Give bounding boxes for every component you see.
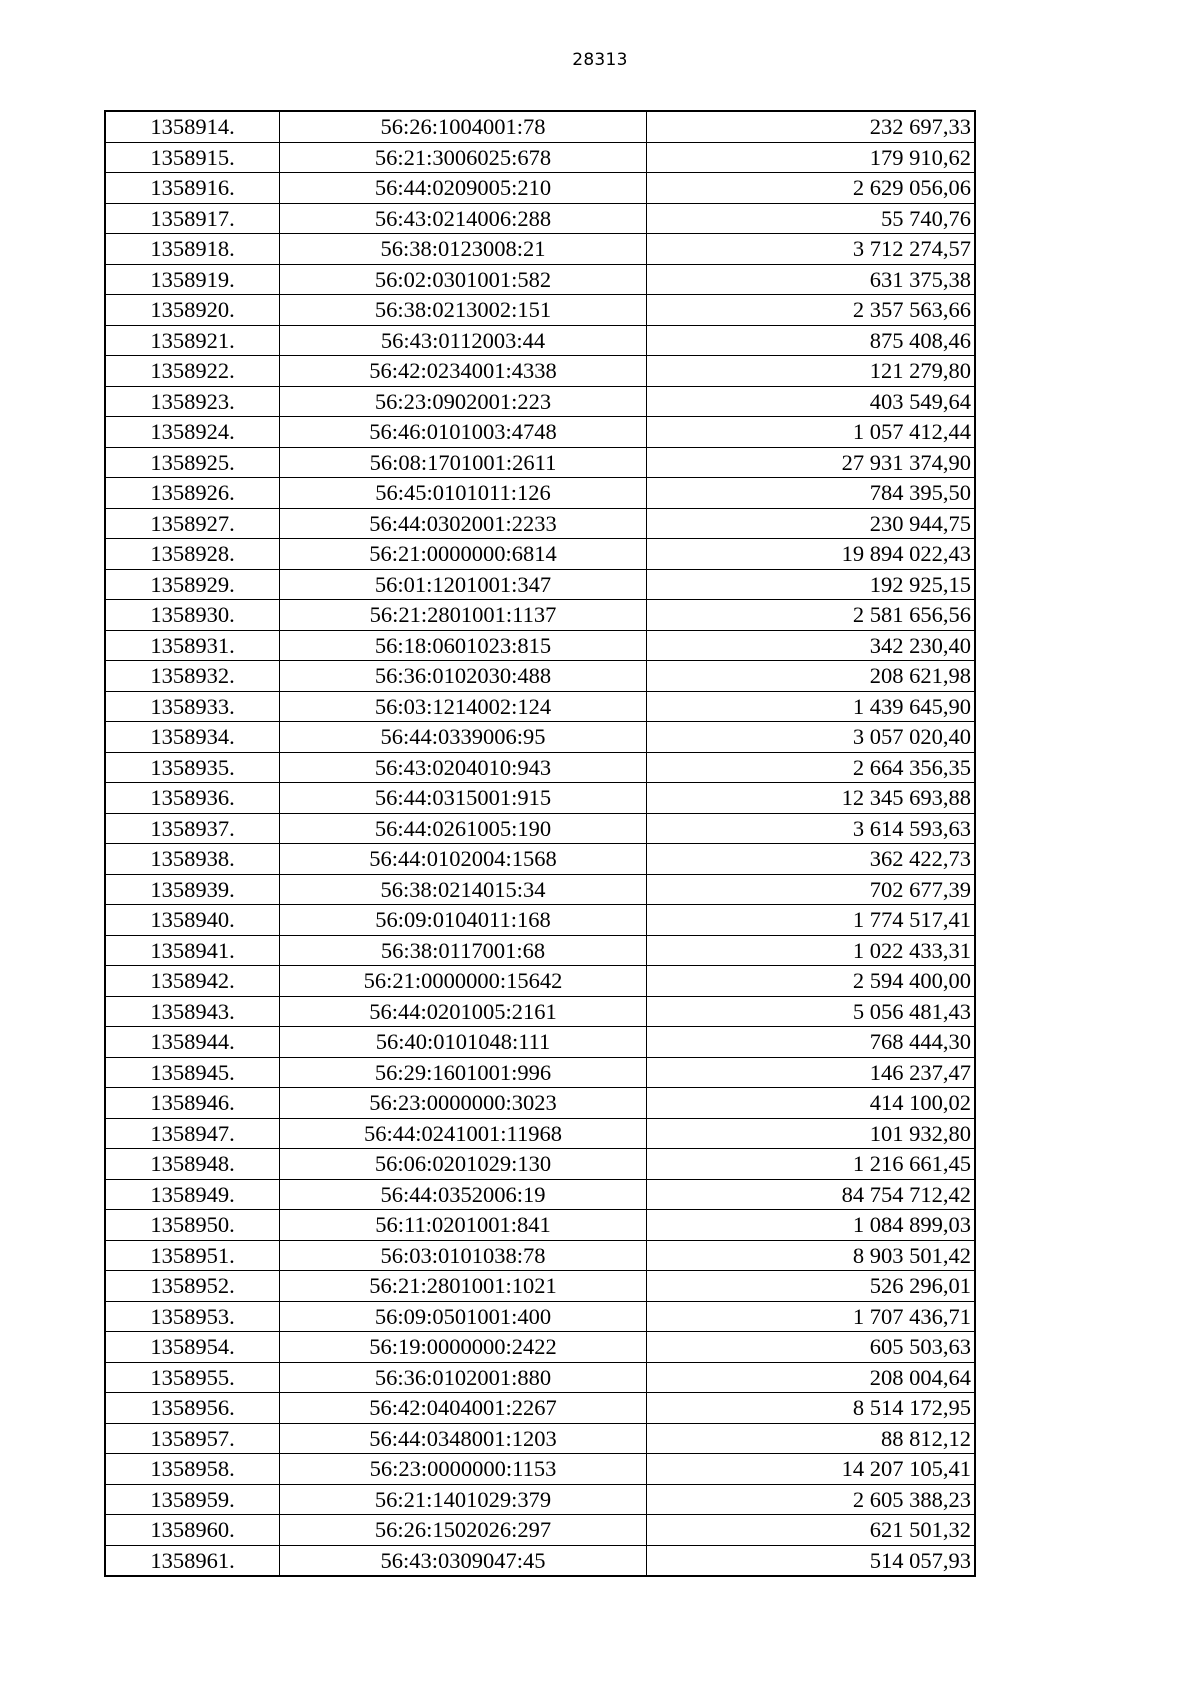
cadastral-value-cell: 8 514 172,95 (647, 1393, 976, 1424)
table-row (105, 905, 975, 936)
table-row (105, 966, 975, 997)
table-row (105, 691, 975, 722)
cadastral-value-cell: 875 408,46 (647, 325, 976, 356)
cadastral-value-cell: 192 925,15 (647, 569, 976, 600)
cadastral-value-cell: 1 774 517,41 (647, 905, 976, 936)
row-number-cell: 1358933. (105, 691, 280, 722)
cadastral-number-cell: 56:44:0352006:19 (280, 1179, 647, 1210)
cadastral-number-cell: 56:43:0214006:288 (280, 203, 647, 234)
table-row (105, 722, 975, 753)
row-number-cell: 1358915. (105, 142, 280, 173)
row-number-cell: 1358951. (105, 1240, 280, 1271)
row-number-cell: 1358917. (105, 203, 280, 234)
row-number-cell: 1358942. (105, 966, 280, 997)
cadastral-value-cell: 1 057 412,44 (647, 417, 976, 448)
cadastral-number-cell: 56:38:0213002:151 (280, 295, 647, 326)
cadastral-value-cell: 403 549,64 (647, 386, 976, 417)
table-row (105, 234, 975, 265)
row-number-cell: 1358935. (105, 752, 280, 783)
row-number-cell: 1358931. (105, 630, 280, 661)
table-row (105, 1332, 975, 1363)
cadastral-value-cell: 84 754 712,42 (647, 1179, 976, 1210)
cadastral-value-cell: 2 581 656,56 (647, 600, 976, 631)
cadastral-value-cell: 208 621,98 (647, 661, 976, 692)
cadastral-number-cell: 56:44:0315001:915 (280, 783, 647, 814)
table-row (105, 1301, 975, 1332)
cadastral-number-cell: 56:03:0101038:78 (280, 1240, 647, 1271)
row-number-cell: 1358923. (105, 386, 280, 417)
table-row (105, 1118, 975, 1149)
table-row (105, 661, 975, 692)
cadastral-number-cell: 56:02:0301001:582 (280, 264, 647, 295)
table-row (105, 1149, 975, 1180)
table-row (105, 1027, 975, 1058)
cadastral-value-cell: 784 395,50 (647, 478, 976, 509)
cadastral-value-cell: 179 910,62 (647, 142, 976, 173)
cadastral-number-cell: 56:40:0101048:111 (280, 1027, 647, 1058)
row-number-cell: 1358940. (105, 905, 280, 936)
row-number-cell: 1358932. (105, 661, 280, 692)
row-number-cell: 1358950. (105, 1210, 280, 1241)
table-row (105, 1057, 975, 1088)
cadastral-value-cell: 3 712 274,57 (647, 234, 976, 265)
table-row (105, 325, 975, 356)
cadastral-value-cell: 19 894 022,43 (647, 539, 976, 570)
table-row (105, 844, 975, 875)
cadastral-number-cell: 56:44:0261005:190 (280, 813, 647, 844)
table-row (105, 783, 975, 814)
table-row (105, 1484, 975, 1515)
cadastral-number-cell: 56:09:0501001:400 (280, 1301, 647, 1332)
cadastral-number-cell: 56:21:0000000:6814 (280, 539, 647, 570)
row-number-cell: 1358925. (105, 447, 280, 478)
cadastral-number-cell: 56:21:2801001:1021 (280, 1271, 647, 1302)
row-number-cell: 1358955. (105, 1362, 280, 1393)
cadastral-value-cell: 1 707 436,71 (647, 1301, 976, 1332)
table-row (105, 264, 975, 295)
table-row (105, 478, 975, 509)
cadastral-value-cell: 1 084 899,03 (647, 1210, 976, 1241)
cadastral-value-cell: 2 594 400,00 (647, 966, 976, 997)
cadastral-value-cell: 631 375,38 (647, 264, 976, 295)
row-number-cell: 1358922. (105, 356, 280, 387)
cadastral-value-cell: 12 345 693,88 (647, 783, 976, 814)
table-row (105, 508, 975, 539)
row-number-cell: 1358949. (105, 1179, 280, 1210)
cadastral-value-cell: 3 614 593,63 (647, 813, 976, 844)
row-number-cell: 1358952. (105, 1271, 280, 1302)
table-row (105, 1423, 975, 1454)
cadastral-value-cell: 3 057 020,40 (647, 722, 976, 753)
cadastral-value-cell: 27 931 374,90 (647, 447, 976, 478)
table-row (105, 1210, 975, 1241)
cadastral-number-cell: 56:18:0601023:815 (280, 630, 647, 661)
cadastral-value-cell: 88 812,12 (647, 1423, 976, 1454)
table-row (105, 142, 975, 173)
cadastral-number-cell: 56:44:0201005:2161 (280, 996, 647, 1027)
table-row (105, 1362, 975, 1393)
row-number-cell: 1358938. (105, 844, 280, 875)
row-number-cell: 1358945. (105, 1057, 280, 1088)
cadastral-number-cell: 56:45:0101011:126 (280, 478, 647, 509)
cadastral-value-cell: 8 903 501,42 (647, 1240, 976, 1271)
row-number-cell: 1358916. (105, 173, 280, 204)
table-row (105, 539, 975, 570)
row-number-cell: 1358937. (105, 813, 280, 844)
table-row (105, 1545, 975, 1576)
cadastral-number-cell: 56:36:0102030:488 (280, 661, 647, 692)
cadastral-value-cell: 101 932,80 (647, 1118, 976, 1149)
row-number-cell: 1358961. (105, 1545, 280, 1576)
cadastral-value-cell: 1 439 645,90 (647, 691, 976, 722)
table-row (105, 600, 975, 631)
row-number-cell: 1358944. (105, 1027, 280, 1058)
row-number-cell: 1358914. (105, 111, 280, 142)
cadastral-value-cell: 605 503,63 (647, 1332, 976, 1363)
cadastral-value-cell: 55 740,76 (647, 203, 976, 234)
cadastral-value-cell: 5 056 481,43 (647, 996, 976, 1027)
cadastral-number-cell: 56:08:1701001:2611 (280, 447, 647, 478)
cadastral-value-cell: 2 664 356,35 (647, 752, 976, 783)
cadastral-value-cell: 232 697,33 (647, 111, 976, 142)
table-row (105, 569, 975, 600)
row-number-cell: 1358959. (105, 1484, 280, 1515)
row-number-cell: 1358953. (105, 1301, 280, 1332)
table-row (105, 356, 975, 387)
cadastral-value-cell: 1 022 433,31 (647, 935, 976, 966)
cadastral-number-cell: 56:21:2801001:1137 (280, 600, 647, 631)
table-row (105, 996, 975, 1027)
cadastral-number-cell: 56:23:0000000:3023 (280, 1088, 647, 1119)
cadastral-value-cell: 2 629 056,06 (647, 173, 976, 204)
cadastral-number-cell: 56:03:1214002:124 (280, 691, 647, 722)
cadastral-number-cell: 56:43:0309047:45 (280, 1545, 647, 1576)
cadastral-number-cell: 56:44:0339006:95 (280, 722, 647, 753)
row-number-cell: 1358926. (105, 478, 280, 509)
row-number-cell: 1358947. (105, 1118, 280, 1149)
cadastral-number-cell: 56:26:1502026:297 (280, 1515, 647, 1546)
cadastral-number-cell: 56:42:0234001:4338 (280, 356, 647, 387)
cadastral-number-cell: 56:44:0241001:11968 (280, 1118, 647, 1149)
cadastral-number-cell: 56:06:0201029:130 (280, 1149, 647, 1180)
table-row (105, 1515, 975, 1546)
row-number-cell: 1358943. (105, 996, 280, 1027)
cadastral-number-cell: 56:42:0404001:2267 (280, 1393, 647, 1424)
cadastral-value-cell: 146 237,47 (647, 1057, 976, 1088)
table-row (105, 386, 975, 417)
cadastral-number-cell: 56:43:0204010:943 (280, 752, 647, 783)
cadastral-value-cell: 14 207 105,41 (647, 1454, 976, 1485)
cadastral-number-cell: 56:21:0000000:15642 (280, 966, 647, 997)
cadastral-value-cell: 514 057,93 (647, 1545, 976, 1576)
cadastral-value-cell: 414 100,02 (647, 1088, 976, 1119)
cadastral-value-cell: 2 605 388,23 (647, 1484, 976, 1515)
row-number-cell: 1358921. (105, 325, 280, 356)
cadastral-number-cell: 56:38:0117001:68 (280, 935, 647, 966)
table-row (105, 1240, 975, 1271)
cadastral-number-cell: 56:43:0112003:44 (280, 325, 647, 356)
row-number-cell: 1358954. (105, 1332, 280, 1363)
table-row (105, 630, 975, 661)
cadastral-value-cell: 208 004,64 (647, 1362, 976, 1393)
cadastral-number-cell: 56:44:0302001:2233 (280, 508, 647, 539)
table-row (105, 295, 975, 326)
table-row (105, 447, 975, 478)
table-row (105, 752, 975, 783)
cadastral-value-cell: 768 444,30 (647, 1027, 976, 1058)
row-number-cell: 1358928. (105, 539, 280, 570)
table-row (105, 1088, 975, 1119)
cadastral-value-cell: 121 279,80 (647, 356, 976, 387)
table-row (105, 1454, 975, 1485)
cadastral-number-cell: 56:23:0902001:223 (280, 386, 647, 417)
table-row (105, 203, 975, 234)
cadastral-number-cell: 56:26:1004001:78 (280, 111, 647, 142)
row-number-cell: 1358920. (105, 295, 280, 326)
table-row (105, 874, 975, 905)
cadastral-number-cell: 56:09:0104011:168 (280, 905, 647, 936)
row-number-cell: 1358936. (105, 783, 280, 814)
cadastral-number-cell: 56:38:0123008:21 (280, 234, 647, 265)
cadastral-number-cell: 56:46:0101003:4748 (280, 417, 647, 448)
row-number-cell: 1358958. (105, 1454, 280, 1485)
row-number-cell: 1358930. (105, 600, 280, 631)
cadastral-value-cell: 526 296,01 (647, 1271, 976, 1302)
table-row (105, 1179, 975, 1210)
cadastral-value-cell: 362 422,73 (647, 844, 976, 875)
table-row (105, 935, 975, 966)
cadastral-number-cell: 56:11:0201001:841 (280, 1210, 647, 1241)
table-body (105, 111, 975, 1576)
cadastral-value-cell: 1 216 661,45 (647, 1149, 976, 1180)
row-number-cell: 1358939. (105, 874, 280, 905)
row-number-cell: 1358960. (105, 1515, 280, 1546)
row-number-cell: 1358948. (105, 1149, 280, 1180)
cadastral-number-cell: 56:21:3006025:678 (280, 142, 647, 173)
table-row (105, 173, 975, 204)
row-number-cell: 1358934. (105, 722, 280, 753)
cadastral-number-cell: 56:23:0000000:1153 (280, 1454, 647, 1485)
cadastral-value-cell: 621 501,32 (647, 1515, 976, 1546)
cadastral-value-cell: 342 230,40 (647, 630, 976, 661)
cadastral-number-cell: 56:21:1401029:379 (280, 1484, 647, 1515)
cadastral-number-cell: 56:44:0102004:1568 (280, 844, 647, 875)
row-number-cell: 1358919. (105, 264, 280, 295)
cadastral-number-cell: 56:29:1601001:996 (280, 1057, 647, 1088)
row-number-cell: 1358956. (105, 1393, 280, 1424)
cadastral-number-cell: 56:44:0209005:210 (280, 173, 647, 204)
registry-table (104, 110, 976, 1577)
table-row (105, 1393, 975, 1424)
cadastral-number-cell: 56:01:1201001:347 (280, 569, 647, 600)
cadastral-value-cell: 230 944,75 (647, 508, 976, 539)
table-row (105, 1271, 975, 1302)
page-number: 28313 (572, 50, 628, 70)
cadastral-number-cell: 56:38:0214015:34 (280, 874, 647, 905)
table-row (105, 813, 975, 844)
table-row (105, 111, 975, 142)
cadastral-number-cell: 56:44:0348001:1203 (280, 1423, 647, 1454)
row-number-cell: 1358927. (105, 508, 280, 539)
row-number-cell: 1358957. (105, 1423, 280, 1454)
row-number-cell: 1358946. (105, 1088, 280, 1119)
cadastral-number-cell: 56:36:0102001:880 (280, 1362, 647, 1393)
row-number-cell: 1358929. (105, 569, 280, 600)
cadastral-number-cell: 56:19:0000000:2422 (280, 1332, 647, 1363)
row-number-cell: 1358918. (105, 234, 280, 265)
row-number-cell: 1358941. (105, 935, 280, 966)
table-row (105, 417, 975, 448)
cadastral-value-cell: 2 357 563,66 (647, 295, 976, 326)
row-number-cell: 1358924. (105, 417, 280, 448)
cadastral-value-cell: 702 677,39 (647, 874, 976, 905)
